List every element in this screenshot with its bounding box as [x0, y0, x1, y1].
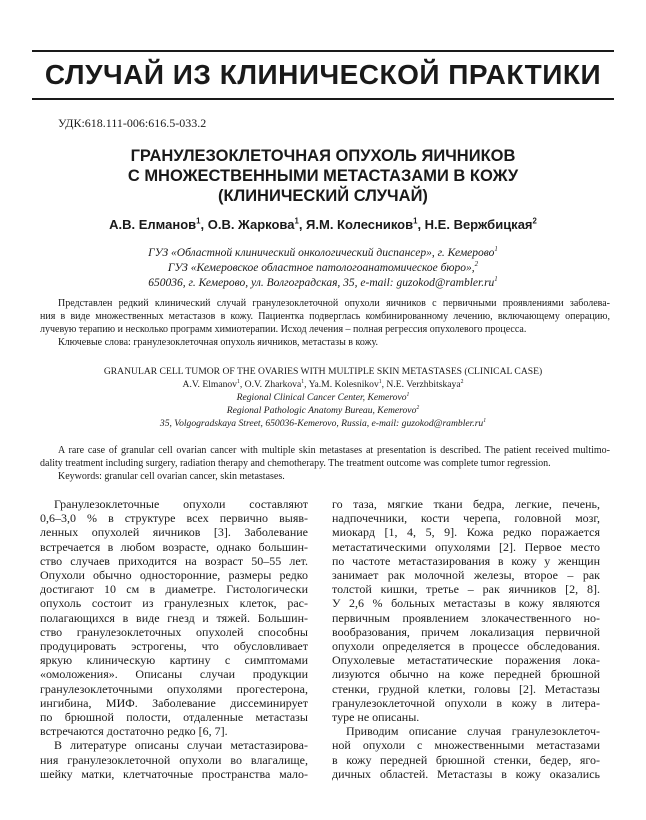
- authors-en: A.V. Elmanov$^1$, O.V. Zharkova$^1$, Ya.M. Kolesnikov$^1$, N.E. Verzhbitskaya$^2$: [182, 378, 464, 390]
- body-text-line: полагающихся в виде гнезд и тяжей. Большин-: [40, 610, 308, 625]
- author-affiliation-mark: 2: [532, 216, 537, 226]
- body-text-line: вообразования, причем локализация первичной: [332, 624, 600, 639]
- body-text-line: 0,6–3,0 % в структуре всех первично выяв-: [40, 511, 308, 526]
- body-text-line: достигают 10 см в диаметре. Гистологически: [40, 582, 308, 597]
- abstract-en: [40, 444, 610, 483]
- article-title-en: GRANULAR CELL TUMOR OF THE OVARIES WITH MULTIPLE SKIN METASTASES (CLINICAL CASE): [103, 366, 543, 377]
- body-text-line: метастатическими опухолями [2]. Первое место: [332, 539, 600, 554]
- affiliation-line-en: Regional Pathologic Anatomy Bureau, Kemerovo$^2$: [226, 404, 420, 416]
- body-column-right: [332, 497, 600, 781]
- body-text-line: первичным проявлением злокачественного но-: [332, 610, 600, 625]
- body-text-line: надпочечники, кости черепа, головной мозг,: [332, 511, 600, 526]
- udc-code: УДК:618.111-006:616.5-033.2: [58, 116, 207, 130]
- body-text-line: толстой кишки, третье – рак яичников [2, 8].: [332, 582, 600, 597]
- body-text-line: В литературе описаны случаи метастазирова-: [54, 738, 308, 753]
- body-text-line: «омоложения». Описаны случаи продукции: [40, 667, 308, 682]
- title-line: (КЛИНИЧЕСКИЙ СЛУЧАЙ): [218, 187, 428, 205]
- title-line: С МНОЖЕСТВЕННЫМИ МЕТАСТАЗАМИ В КОЖУ: [127, 167, 519, 185]
- body-text-line: Опухоли обычно односторонние, размеры редко: [40, 568, 308, 583]
- keywords-en: Keywords: granular cell ovarian cancer, skin metastases.: [58, 471, 285, 482]
- body-text-line: в кожу передней брюшной стенки, бедер, яго-: [332, 752, 600, 767]
- body-text-line: туре не описаны.: [332, 710, 420, 725]
- body-text-line: го таза, мягкие ткани бедра, легкие, печень,: [332, 497, 600, 511]
- affiliation-line: ГУЗ «Кемеровское областное патологоанатомическое бюро»,$^2$: [167, 261, 479, 274]
- body-text-line: ство гранулезоклеточных опухолей способны: [40, 624, 308, 639]
- body-text-line: ленных опухолей яичников [3]. Заболевание: [40, 525, 308, 540]
- abstract-line: ния в виде множественных метастазов в кожу. Пациентка подверглась комбинированному лечению, включающему операцию,: [40, 311, 610, 322]
- author-name: О.В. Жаркова: [207, 217, 295, 232]
- author-name: Я.М. Колесников: [306, 217, 414, 232]
- body-text-line: миокард [1, 4, 5, 9]. Кожа редко поражается: [332, 525, 600, 540]
- body-text-line: встречается в любом возрасте, однако большин-: [40, 539, 308, 554]
- title-line: ГРАНУЛЕЗОКЛЕТОЧНАЯ ОПУХОЛЬ ЯИЧНИКОВ: [130, 147, 516, 165]
- body-text-line: ной опухоли с множественными метастазами: [332, 738, 600, 753]
- body-text-line: дичных областей. Метастазы в кожу оказались: [332, 766, 600, 781]
- article-title-ru: [32, 146, 614, 206]
- body-text-line: стенки, грудной клетки, головы [2]. Метастазы: [332, 681, 600, 696]
- author-affiliation-mark: 1: [413, 216, 418, 226]
- affiliation-line: ГУЗ «Областной клинический онкологический диспансер», г. Кемерово$^1$: [148, 246, 498, 259]
- affiliation-line-en: 35, Volgogradskaya Street, 650036-Kemerovo, Russia, e-mail: $guzokod@rambler.ru^1$: [159, 417, 487, 429]
- body-text-line: шейку матки, клетчаточные пространства мало-: [40, 766, 308, 781]
- body-text-line: опухоли определяется в процессе обследования.: [332, 639, 600, 654]
- body-text-line: занимает рак молочной железы, второе – рак: [332, 568, 600, 583]
- body-text-line: Гранулезоклеточные опухоли составляют: [54, 497, 308, 511]
- affiliation-line: 650036, г. Кемерово, ул. Волгоградская, 35, e-mail: $guzokod@rambler.ru^1$: [148, 276, 498, 289]
- body-text-line: гранулезоклеточной опухоли в кожу в литера-: [332, 695, 600, 710]
- abstract-line: Представлен редкий клинический случай гранулезоклеточной опухоли яичников с первичными проявлениями заболева-: [58, 298, 610, 309]
- keywords-ru: Ключевые слова: гранулезоклеточная опухоль яичников, метастазы в кожу.: [58, 337, 379, 348]
- body-text-line: гранулезоклеточными опухолями прогестерона,: [40, 681, 308, 696]
- body-text-line: Приводим описание случая гранулезоклеточ-: [346, 724, 600, 739]
- body-text-line: опухоль состоит из гранулезных клеток, рас-: [40, 596, 308, 611]
- body-text-line: встречаются достаточно редко [6, 7].: [40, 724, 228, 739]
- authors-ru: А.В. Елманов$^1$, О.В. Жаркова$^1$, Я.М. Колесников$^1$, Н.Е. Вержбицкая$^2$: [109, 216, 537, 232]
- abstract-line: dality treatment including surgery, radiation therapy and chemotherapy. The treatment outcome was complete tumor regression.: [40, 458, 551, 469]
- header-rule-top: [32, 50, 614, 52]
- header-rule-bottom: [32, 98, 614, 100]
- abstract-line: A rare case of granular cell ovarian cancer with multiple skin metastases at presentation is described. The patient received multimo-: [58, 445, 610, 456]
- abstract-line: лучевую терапию и несколько программ химиотерапии. Исход лечения – полная регрессия опухолевого процесса.: [40, 324, 527, 335]
- body-text-line: Опухолевые метастатические поражения лока-: [332, 653, 600, 668]
- abstract-ru: [40, 297, 610, 349]
- section-title: СЛУЧАЙ ИЗ КЛИНИЧЕСКОЙ ПРАКТИКИ: [44, 59, 602, 90]
- body-text-line: У 2,6 % больных метастазы в кожу являются: [332, 596, 600, 611]
- affiliations-ru: [32, 246, 614, 291]
- body-text-line: ингибина, МИФ. Заболевание диссеминирует: [40, 695, 308, 710]
- body-text-line: ство случаев приходится на возраст 50–55 лет.: [40, 553, 308, 568]
- author-name: А.В. Елманов: [109, 217, 197, 232]
- body-text-line: по брюшной полости, отдаленные метастазы: [40, 710, 308, 725]
- body-text-line: продуцировать эстрогены, что обусловливает: [40, 639, 308, 654]
- body-text-line: лизуются обычно на коже передней брюшной: [332, 667, 600, 682]
- english-header: [32, 365, 614, 430]
- author-affiliation-mark: 1: [196, 216, 201, 226]
- body-column-left: [40, 497, 308, 781]
- affiliation-line-en: Regional Clinical Cancer Center, Kemerovo$^1$: [236, 391, 410, 403]
- body-text-line: ния гранулезоклеточной опухоли во влагалище,: [40, 752, 308, 767]
- body-text-line: яркую клиническую картину с симптомами: [40, 653, 308, 668]
- author-name: Н.Е. Вержбицкая: [424, 217, 533, 232]
- author-affiliation-mark: 1: [294, 216, 299, 226]
- body-text-line: по частоте метастазирования в кожу у женщин: [332, 553, 600, 568]
